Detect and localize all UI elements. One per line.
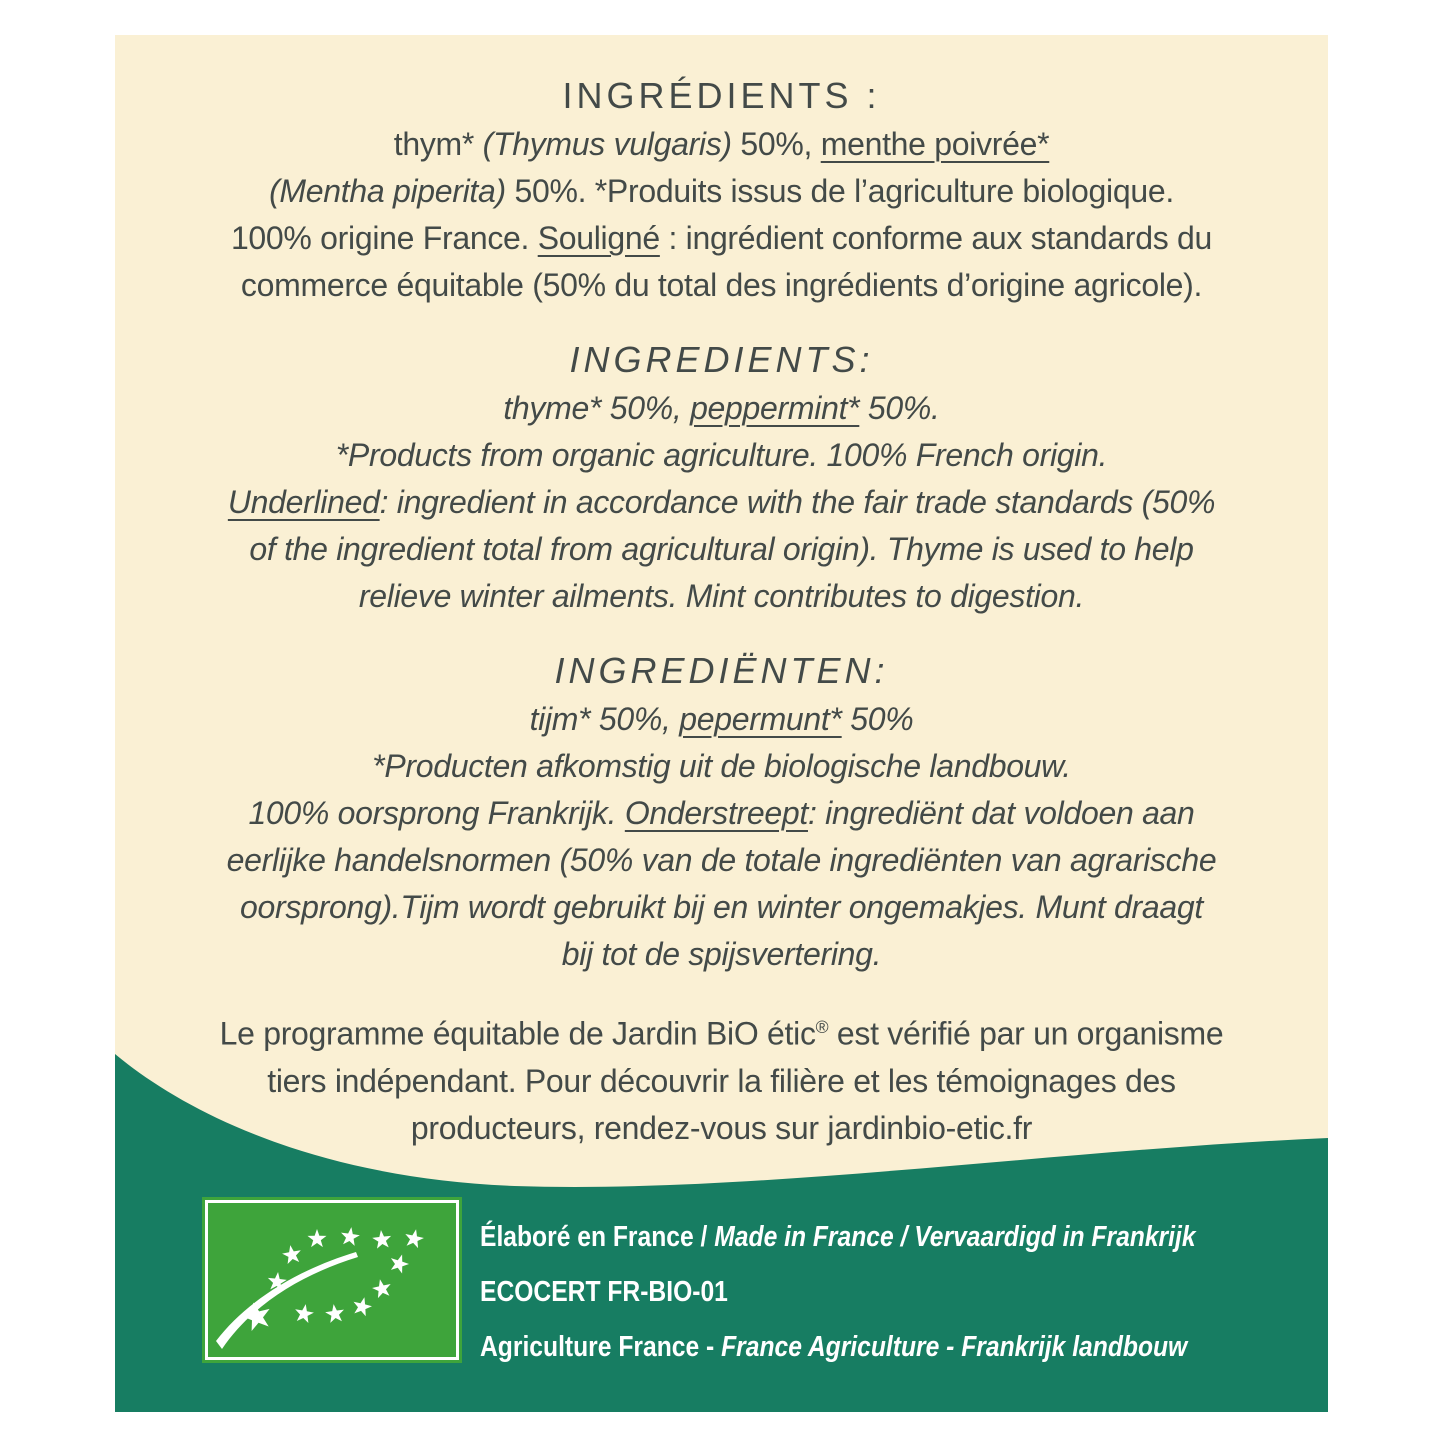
eu-organic-logo	[202, 1197, 462, 1363]
heading-ingredients-fr: INGRÉDIENTS :	[562, 75, 881, 116]
text-segment: ECOCERT FR-BIO-01	[480, 1276, 728, 1308]
text-segment: 50%. *Produits issus de l’agriculture biologique.	[505, 173, 1174, 209]
text-segment: 50%	[841, 701, 914, 737]
section-ingredients-english	[115, 335, 1328, 620]
text-segment: Le programme équitable de Jardin BiO étic	[219, 1015, 816, 1052]
section-ingredients-dutch	[115, 646, 1328, 978]
text-segment: bij tot de spijsvertering.	[561, 936, 882, 972]
text-segment: thym*	[393, 126, 483, 162]
text-line	[480, 1320, 1196, 1375]
text-segment: Élaboré en France /	[480, 1221, 715, 1253]
ingredients-fr-paragraph	[115, 121, 1328, 309]
text-segment: (Mentha piperita)	[269, 173, 506, 209]
origin-info-lines	[480, 1210, 1196, 1375]
text-segment: : ingrédient conforme aux standards du	[659, 220, 1213, 256]
section-ingredients-french	[115, 71, 1328, 309]
text-line	[115, 837, 1328, 884]
text-segment: 50%,	[731, 126, 821, 162]
text-segment: 100% origine France.	[230, 220, 538, 256]
text-segment: peppermint*	[690, 390, 860, 426]
text-line	[115, 931, 1328, 978]
text-line	[115, 262, 1328, 309]
text-segment: menthe poivrée*	[820, 126, 1050, 162]
text-segment: Underlined	[227, 484, 380, 520]
text-segment: of the ingredient total from agricultural origin). Thyme is used to help	[249, 531, 1194, 567]
text-line	[115, 573, 1328, 620]
text-line	[115, 385, 1328, 432]
text-segment: producteurs, rendez-vous sur jardinbio-etic.fr	[410, 1109, 1033, 1146]
text-line	[115, 743, 1328, 790]
text-line	[480, 1265, 1196, 1320]
ingredients-nl-paragraph	[115, 696, 1328, 978]
text-segment: 100% oorsprong Frankrijk.	[248, 795, 625, 831]
text-segment: *Producten afkomstig uit de biologische landbouw.	[372, 748, 1071, 784]
text-segment: France Agriculture - Frankrijk landbouw	[721, 1331, 1188, 1363]
text-segment: eerlijke handelsnormen (50% van de totale ingrediënten van agrarische	[226, 842, 1217, 878]
text-line	[115, 790, 1328, 837]
text-line	[115, 215, 1328, 262]
text-segment: Made in France / Vervaardigd in Frankrijk	[714, 1221, 1196, 1253]
text-line	[115, 526, 1328, 573]
text-segment: commerce équitable (50% du total des ingrédients d’origine agricole).	[240, 267, 1203, 303]
text-segment: pepermunt*	[679, 701, 842, 737]
text-segment: Souligné	[537, 220, 660, 256]
text-line	[115, 479, 1328, 526]
text-segment: Agriculture France -	[480, 1331, 722, 1363]
green-footer-zone	[115, 1040, 1328, 1412]
text-segment: : ingrediënt dat voldoen aan	[807, 795, 1195, 831]
text-line	[115, 884, 1328, 931]
text-segment: tiers indépendant. Pour découvrir la filière et les témoignages des	[267, 1062, 1176, 1099]
text-segment: : ingredient in accordance with the fair trade standards (50%	[379, 484, 1216, 520]
text-line	[115, 121, 1328, 168]
tea-box-back-label	[115, 35, 1328, 1412]
text-segment: Onderstreept	[624, 795, 808, 831]
heading-ingredients-en: INGREDIENTS:	[569, 339, 874, 380]
text-line	[115, 432, 1328, 479]
text-segment: relieve winter ailments. Mint contributes to digestion.	[358, 578, 1085, 614]
text-line	[115, 696, 1328, 743]
heading-ingredients-nl: INGREDIËNTEN:	[554, 650, 889, 691]
ingredients-text-column	[115, 35, 1328, 1178]
text-segment: ®	[815, 1017, 829, 1037]
text-line	[115, 168, 1328, 215]
text-line	[480, 1210, 1196, 1265]
ingredients-en-paragraph	[115, 385, 1328, 620]
text-segment: tijm* 50%,	[529, 701, 680, 737]
origin-info-text	[480, 1210, 1196, 1375]
text-segment: thyme* 50%,	[503, 390, 691, 426]
text-segment: (Thymus vulgaris)	[482, 126, 732, 162]
text-segment: *Products from organic agriculture. 100% French origin.	[335, 437, 1108, 473]
text-segment: 50%.	[859, 390, 940, 426]
text-segment: oorsprong).Tijm wordt gebruikt bij en winter ongemakjes. Munt draagt	[240, 889, 1203, 925]
text-segment: est vérifié par un organisme	[828, 1015, 1224, 1052]
